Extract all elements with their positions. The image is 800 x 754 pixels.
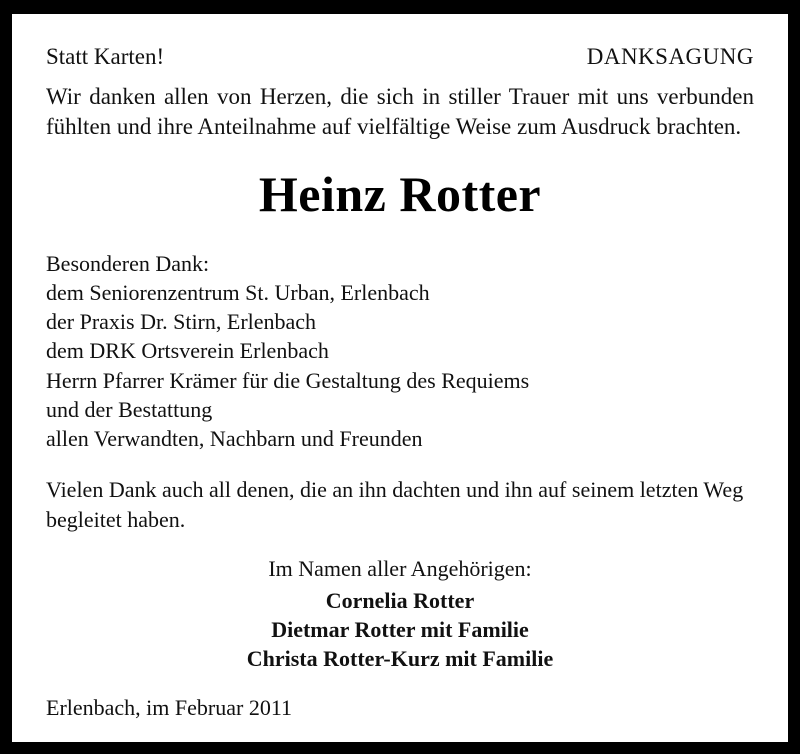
thanks-line: Herrn Pfarrer Krämer für die Gestaltung des Requiems bbox=[46, 367, 530, 393]
thanks-line: dem DRK Ortsverein Erlenbach bbox=[46, 338, 329, 364]
obituary-card bbox=[12, 14, 788, 742]
thanks-line: der Praxis Dr. Stirn, Erlenbach bbox=[46, 309, 317, 335]
header-danksagung: DANKSAGUNG bbox=[586, 44, 754, 69]
thanks-heading: Besonderen Dank: bbox=[46, 250, 210, 276]
signoff-block bbox=[46, 556, 754, 673]
place-and-date: Erlenbach, im Februar 2011 bbox=[46, 695, 292, 721]
signatory: Christa Rotter-Kurz mit Familie bbox=[246, 646, 554, 672]
closing-paragraph: Vielen Dank auch all denen, die an ihn dachten und ihn auf seinem letzten Weg begleitet haben. bbox=[46, 477, 744, 532]
signatory: Dietmar Rotter mit Familie bbox=[271, 617, 529, 642]
deceased-name: Heinz Rotter bbox=[258, 165, 542, 222]
notice-header bbox=[46, 44, 754, 70]
signatory: Cornelia Rotter bbox=[325, 587, 475, 613]
intro-paragraph: Wir danken allen von Herzen, die sich in stiller Trauer mit uns verbunden fühlten und ihre Anteilnahme auf vielfältige Weise zum Ausdruck brachten. bbox=[46, 84, 754, 140]
header-statt-karten: Statt Karten! bbox=[46, 44, 165, 69]
thanks-line: dem Seniorenzentrum St. Urban, Erlenbach bbox=[46, 279, 430, 305]
special-thanks-block bbox=[46, 249, 754, 454]
thanks-line: und der Bestattung bbox=[46, 396, 213, 422]
signoff-intro: Im Namen aller Angehörigen: bbox=[268, 555, 532, 581]
thanks-line: allen Verwandten, Nachbarn und Freunden bbox=[46, 426, 423, 452]
